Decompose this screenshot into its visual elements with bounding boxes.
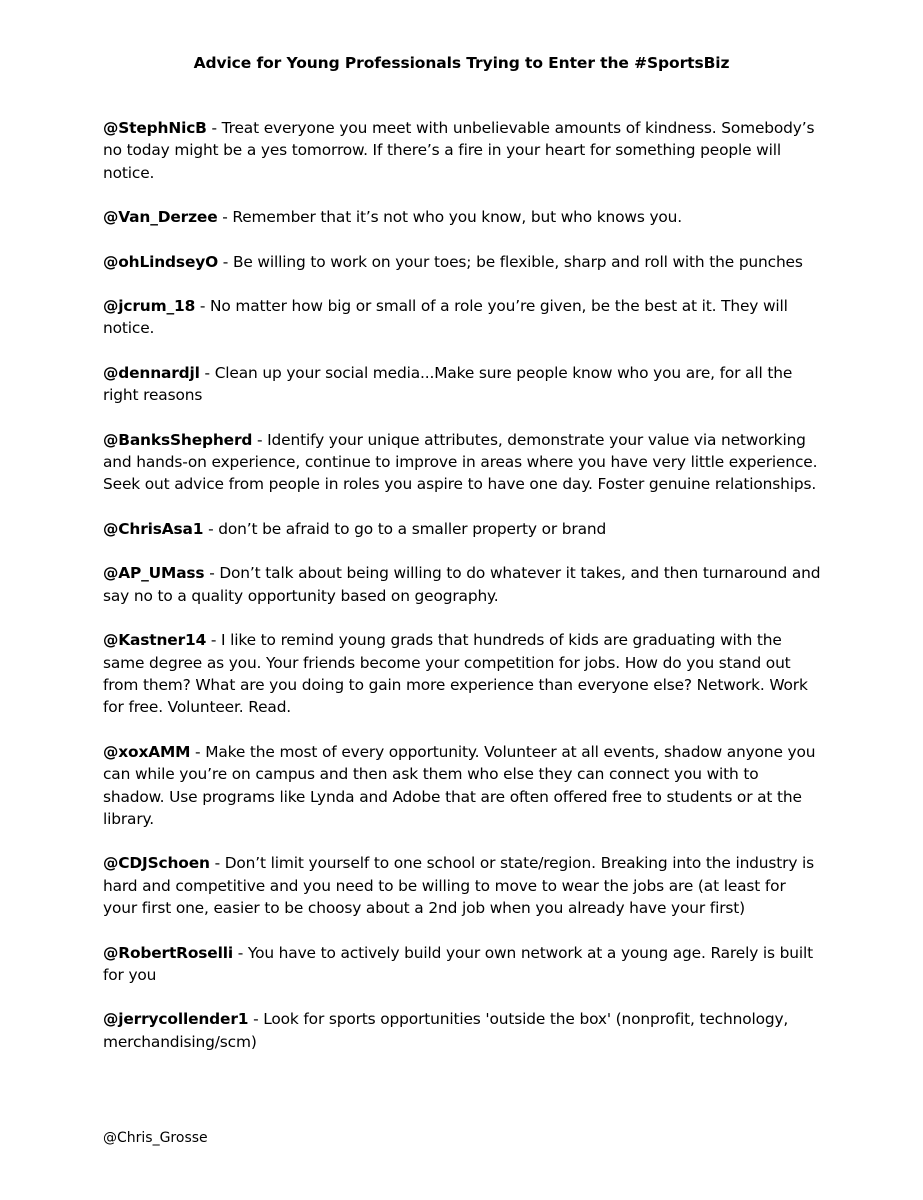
separator: - xyxy=(232,943,248,962)
advice-text: No matter how big or small of a role you’re given, be the best at it. They will notice. xyxy=(103,297,788,338)
advice-entry xyxy=(103,629,823,719)
advice-text: Remember that it’s not who you know, but who knows you. xyxy=(232,208,683,227)
author-handle: @BanksShepherd xyxy=(103,430,253,449)
footer-author-handle: @Chris_Grosse xyxy=(103,1130,208,1146)
separator: - xyxy=(199,363,215,382)
author-handle: @ohLindseyO xyxy=(103,252,219,271)
advice-entry xyxy=(103,942,823,987)
advice-entry xyxy=(103,362,823,407)
advice-list xyxy=(103,117,823,1075)
advice-entry xyxy=(103,741,823,831)
advice-text: Don’t limit yourself to one school or state/region. Breaking into the industry is hard and competitive and you need to be willing to move to wear the jobs are (at least for your first one, easier to be choosy about a 2nd job when you already have your first) xyxy=(103,854,815,918)
author-handle: @CDJSchoen xyxy=(103,854,210,873)
advice-text: Be willing to work on your toes; be flexible, sharp and roll with the punches xyxy=(232,252,803,271)
advice-text: don’t be afraid to go to a smaller property or brand xyxy=(218,519,607,538)
separator: - xyxy=(252,430,268,449)
advice-entry xyxy=(103,1008,823,1053)
author-handle: @Kastner14 xyxy=(103,631,207,650)
author-handle: @StephNicB xyxy=(103,119,207,137)
separator: - xyxy=(209,854,225,873)
advice-text: Treat everyone you meet with unbelievable amounts of kindness. Somebody’s no today might be a yes tomorrow. If there’s a fire in your heart for something people will notice. xyxy=(103,119,815,182)
separator: - xyxy=(206,119,222,137)
author-handle: @AP_UMass xyxy=(103,564,205,583)
separator: - xyxy=(218,252,233,271)
separator: - xyxy=(190,742,206,761)
separator: - xyxy=(217,208,233,227)
author-handle: @RobertRoselli xyxy=(103,943,233,962)
advice-text: Identify your unique attributes, demonstrate your value via networking and hands-on experience, continue to improve in areas where you have very little experience. Seek out advice from people in roles you aspire to have one day. Foster genuine relationships. xyxy=(103,430,818,494)
advice-text: Clean up your social media...Make sure people know who you are, for all the right reasons xyxy=(103,363,793,405)
advice-entry xyxy=(103,852,823,919)
advice-text: Make the most of every opportunity. Volunteer at all events, shadow anyone you can while you’re on campus and then ask them who else they can connect you with to shadow. Use programs like Lynda and Adobe that are often offered free to students or at the library. xyxy=(103,742,816,828)
separator: - xyxy=(206,631,222,650)
author-handle: @Van_Derzee xyxy=(103,208,218,227)
separator: - xyxy=(248,1010,264,1029)
separator: - xyxy=(195,297,211,316)
advice-entry xyxy=(103,295,823,340)
advice-entry xyxy=(103,251,823,273)
advice-text: I like to remind young grads that hundreds of kids are graduating with the same degree as you. Your friends become your competition for jobs. How do you stand out from them? What are you doing to gain more experience than everyone else? Network. Work for free. Volunteer. Read. xyxy=(103,631,808,717)
author-handle: @xoxAMM xyxy=(103,742,191,761)
advice-text: You have to actively build your own network at a young age. Rarely is built for you xyxy=(103,943,814,984)
advice-text: Don’t talk about being willing to do whatever it takes, and then turnaround and say no to a quality opportunity based on geography. xyxy=(103,564,821,605)
author-handle: @dennardjl xyxy=(103,363,200,382)
separator: - xyxy=(203,519,219,538)
advice-entry xyxy=(103,429,823,496)
advice-entry xyxy=(103,117,823,184)
separator: - xyxy=(204,564,220,583)
author-handle: @ChrisAsa1 xyxy=(103,519,204,538)
author-handle: @jerrycollender1 xyxy=(103,1010,249,1029)
author-handle: @jcrum_18 xyxy=(103,297,196,316)
advice-text: Look for sports opportunities 'outside the box' (nonprofit, technology, merchandising/scm) xyxy=(103,1010,789,1051)
advice-entry xyxy=(103,206,823,228)
advice-entry xyxy=(103,562,823,607)
document-title: Advice for Young Professionals Trying to Enter the #SportsBiz xyxy=(193,54,730,72)
advice-entry xyxy=(103,518,823,540)
